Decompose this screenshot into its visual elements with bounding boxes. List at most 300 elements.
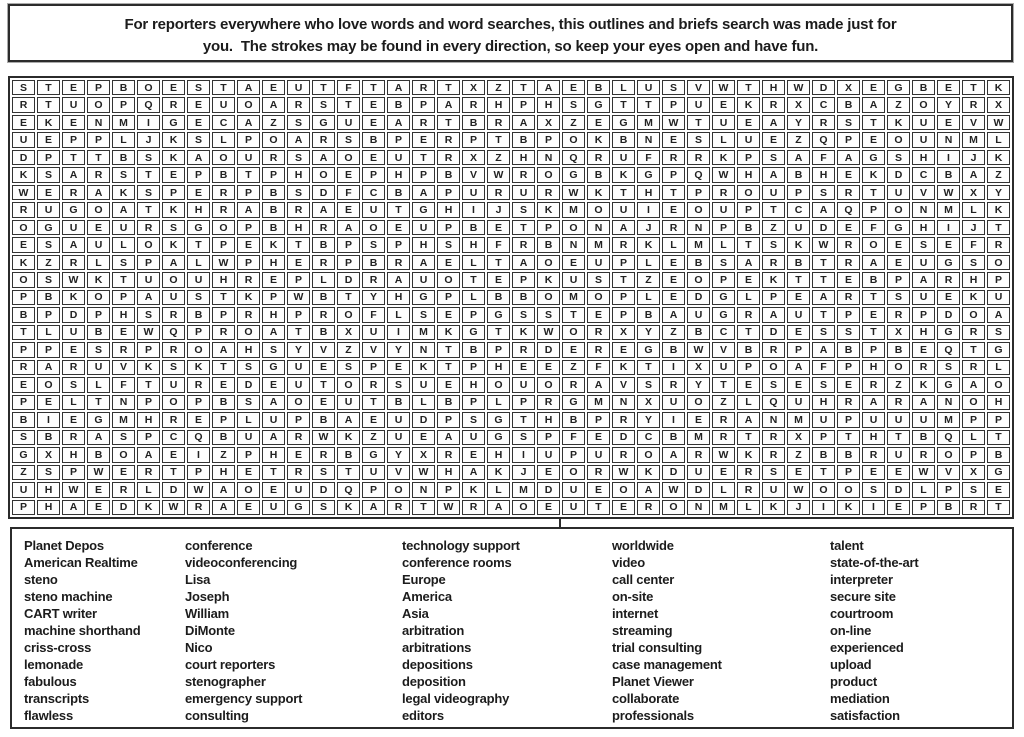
grid-cell: T <box>412 500 435 515</box>
grid-cell: Q <box>137 97 160 112</box>
grid-cell: U <box>287 482 310 497</box>
grid-cell: S <box>812 185 835 200</box>
grid-cell: E <box>662 272 685 287</box>
word-list-item: conference rooms <box>402 555 512 570</box>
grid-cell: O <box>962 307 985 322</box>
grid-cell: E <box>862 307 885 322</box>
grid-cell: T <box>512 412 535 427</box>
grid-cell: R <box>112 342 135 357</box>
grid-cell: Z <box>787 132 810 147</box>
grid-cell: L <box>737 290 760 305</box>
grid-cell: B <box>537 237 560 252</box>
grid-cell: L <box>87 255 110 270</box>
grid-cell: H <box>537 412 560 427</box>
grid-cell: G <box>887 80 910 95</box>
grid-cell: O <box>687 395 710 410</box>
grid-cell: S <box>587 272 610 287</box>
grid-cell: R <box>562 377 585 392</box>
grid-cell: M <box>712 500 735 515</box>
grid-cell: P <box>387 132 410 147</box>
grid-cell: E <box>562 80 585 95</box>
grid-cell: U <box>287 360 310 375</box>
grid-cell: R <box>287 430 310 445</box>
grid-cell: A <box>212 342 235 357</box>
grid-cell: O <box>337 307 360 322</box>
grid-cell: R <box>987 237 1010 252</box>
grid-cell: P <box>587 412 610 427</box>
grid-cell: E <box>162 167 185 182</box>
grid-cell: B <box>512 290 535 305</box>
grid-cell: B <box>937 500 960 515</box>
grid-cell: B <box>387 395 410 410</box>
grid-cell: L <box>712 237 735 252</box>
grid-cell: S <box>287 150 310 165</box>
grid-cell: T <box>237 167 260 182</box>
grid-cell: B <box>837 97 860 112</box>
grid-cell: P <box>887 272 910 287</box>
grid-cell: P <box>837 465 860 480</box>
grid-cell: O <box>887 202 910 217</box>
grid-cell: E <box>937 237 960 252</box>
grid-cell: P <box>812 430 835 445</box>
grid-cell: E <box>862 465 885 480</box>
grid-cell: A <box>62 237 85 252</box>
grid-cell: P <box>462 132 485 147</box>
grid-cell: R <box>362 272 385 287</box>
grid-cell: I <box>187 447 210 462</box>
grid-cell: P <box>262 290 285 305</box>
grid-cell: R <box>162 342 185 357</box>
word-list-item: streaming <box>612 623 673 638</box>
word-list-item: American Realtime <box>24 555 138 570</box>
grid-cell: B <box>387 185 410 200</box>
word-list-item: depositions <box>402 657 473 672</box>
grid-cell: B <box>487 290 510 305</box>
word-list-item: steno machine <box>24 589 113 604</box>
word-list-item: deposition <box>402 674 466 689</box>
grid-cell: H <box>812 167 835 182</box>
grid-cell: U <box>712 360 735 375</box>
grid-cell: S <box>37 272 60 287</box>
grid-cell: K <box>637 465 660 480</box>
grid-cell: B <box>587 80 610 95</box>
grid-cell: Q <box>687 167 710 182</box>
grid-cell: K <box>537 272 560 287</box>
word-list-item: videoconferencing <box>185 555 298 570</box>
grid-cell: D <box>687 482 710 497</box>
grid-cell: P <box>712 272 735 287</box>
grid-cell: S <box>887 150 910 165</box>
grid-cell: L <box>662 237 685 252</box>
grid-cell: S <box>512 307 535 322</box>
grid-cell: R <box>712 185 735 200</box>
grid-cell: F <box>487 237 510 252</box>
grid-cell: H <box>912 150 935 165</box>
grid-cell: E <box>887 237 910 252</box>
grid-cell: R <box>887 395 910 410</box>
grid-cell: B <box>37 430 60 445</box>
grid-cell: S <box>312 465 335 480</box>
grid-cell: K <box>987 150 1010 165</box>
word-list-item: editors <box>402 708 444 723</box>
grid-cell: A <box>512 255 535 270</box>
grid-cell: S <box>937 360 960 375</box>
grid-cell: G <box>562 167 585 182</box>
grid-cell: T <box>737 80 760 95</box>
grid-cell: T <box>562 307 585 322</box>
grid-cell: R <box>312 255 335 270</box>
grid-cell: T <box>737 325 760 340</box>
grid-cell: A <box>237 115 260 130</box>
grid-cell: P <box>737 202 760 217</box>
grid-cell: E <box>62 412 85 427</box>
grid-cell: A <box>387 115 410 130</box>
grid-cell: H <box>462 237 485 252</box>
grid-cell: P <box>937 482 960 497</box>
grid-cell: Z <box>262 115 285 130</box>
grid-cell: H <box>487 360 510 375</box>
grid-cell: Q <box>187 430 210 445</box>
grid-cell: J <box>137 132 160 147</box>
grid-cell: A <box>312 202 335 217</box>
grid-cell: T <box>737 430 760 445</box>
grid-cell: E <box>712 465 735 480</box>
grid-cell: L <box>637 255 660 270</box>
grid-cell: T <box>962 80 985 95</box>
grid-cell: T <box>137 377 160 392</box>
grid-cell: G <box>312 115 335 130</box>
grid-cell: E <box>362 412 385 427</box>
grid-cell: B <box>12 412 35 427</box>
grid-cell: R <box>312 307 335 322</box>
grid-cell: S <box>112 255 135 270</box>
grid-cell: Z <box>487 80 510 95</box>
grid-cell: H <box>212 272 235 287</box>
grid-cell: R <box>862 377 885 392</box>
word-search-grid <box>8 76 1014 519</box>
grid-cell: H <box>387 167 410 182</box>
grid-cell: E <box>112 325 135 340</box>
grid-cell: V <box>712 342 735 357</box>
grid-cell: U <box>912 115 935 130</box>
grid-cell: A <box>762 307 785 322</box>
grid-cell: Y <box>387 447 410 462</box>
grid-cell: H <box>862 430 885 445</box>
grid-cell: P <box>987 412 1010 427</box>
grid-cell: A <box>162 255 185 270</box>
word-list-item: Nico <box>185 640 213 655</box>
grid-cell: P <box>662 97 685 112</box>
grid-cell: O <box>212 220 235 235</box>
grid-cell: P <box>387 237 410 252</box>
grid-cell: U <box>912 290 935 305</box>
grid-cell: O <box>137 237 160 252</box>
grid-cell: L <box>187 255 210 270</box>
grid-cell: A <box>337 220 360 235</box>
grid-cell: A <box>37 360 60 375</box>
grid-cell: K <box>962 290 985 305</box>
grid-cell: H <box>37 500 60 515</box>
grid-cell: E <box>937 290 960 305</box>
grid-cell: J <box>962 220 985 235</box>
grid-cell: E <box>362 97 385 112</box>
grid-cell: B <box>37 290 60 305</box>
grid-cell: L <box>62 395 85 410</box>
grid-cell: S <box>287 185 310 200</box>
grid-cell: S <box>187 80 210 95</box>
grid-cell: E <box>87 482 110 497</box>
grid-cell: R <box>12 360 35 375</box>
word-list-item: arbitrations <box>402 640 472 655</box>
instructions-box <box>8 4 1013 62</box>
grid-cell: K <box>612 360 635 375</box>
grid-cell: U <box>12 482 35 497</box>
grid-cell: L <box>737 395 760 410</box>
grid-cell: R <box>62 185 85 200</box>
grid-cell: S <box>762 150 785 165</box>
grid-cell: P <box>87 132 110 147</box>
grid-cell: Y <box>787 115 810 130</box>
grid-cell: U <box>737 132 760 147</box>
grid-cell: G <box>87 412 110 427</box>
grid-cell: P <box>162 185 185 200</box>
grid-cell: C <box>162 430 185 445</box>
grid-cell: S <box>362 237 385 252</box>
grid-cell: Q <box>812 132 835 147</box>
grid-cell: M <box>937 202 960 217</box>
grid-cell: E <box>987 482 1010 497</box>
grid-cell: R <box>537 395 560 410</box>
grid-cell: S <box>387 377 410 392</box>
grid-cell: E <box>387 360 410 375</box>
grid-cell: I <box>387 325 410 340</box>
grid-cell: M <box>687 237 710 252</box>
grid-cell: W <box>537 325 560 340</box>
grid-cell: U <box>412 272 435 287</box>
word-list-item: mediation <box>830 691 890 706</box>
grid-cell: W <box>612 465 635 480</box>
grid-cell: O <box>737 185 760 200</box>
grid-cell: U <box>887 447 910 462</box>
grid-cell: T <box>212 80 235 95</box>
grid-cell: B <box>437 395 460 410</box>
grid-cell: R <box>712 430 735 445</box>
grid-cell: R <box>112 482 135 497</box>
grid-cell: X <box>462 80 485 95</box>
grid-cell: R <box>287 465 310 480</box>
grid-cell: W <box>712 80 735 95</box>
grid-cell: U <box>262 500 285 515</box>
grid-cell: C <box>712 325 735 340</box>
grid-cell: E <box>512 360 535 375</box>
grid-cell: B <box>262 185 285 200</box>
grid-cell: P <box>87 80 110 95</box>
grid-cell: T <box>337 290 360 305</box>
grid-cell: U <box>762 185 785 200</box>
grid-cell: K <box>987 202 1010 217</box>
grid-cell: G <box>937 255 960 270</box>
grid-cell: U <box>387 430 410 445</box>
grid-cell: N <box>562 237 585 252</box>
grid-cell: P <box>787 185 810 200</box>
grid-cell: R <box>837 395 860 410</box>
grid-cell: E <box>87 220 110 235</box>
grid-cell: W <box>912 465 935 480</box>
grid-cell: E <box>287 255 310 270</box>
grid-cell: T <box>712 377 735 392</box>
grid-cell: H <box>862 360 885 375</box>
grid-cell: L <box>462 290 485 305</box>
grid-cell: O <box>612 482 635 497</box>
grid-cell: O <box>237 482 260 497</box>
grid-cell: U <box>787 220 810 235</box>
grid-cell: B <box>912 430 935 445</box>
grid-cell: O <box>312 167 335 182</box>
grid-cell: I <box>462 202 485 217</box>
grid-cell: K <box>887 115 910 130</box>
word-list-column <box>402 537 612 727</box>
grid-cell: G <box>587 97 610 112</box>
grid-cell: O <box>187 342 210 357</box>
grid-cell: O <box>862 237 885 252</box>
grid-cell: E <box>37 185 60 200</box>
grid-cell: S <box>187 290 210 305</box>
grid-cell: H <box>387 290 410 305</box>
grid-cell: C <box>912 167 935 182</box>
word-list-item: interpreter <box>830 572 893 587</box>
grid-cell: O <box>237 325 260 340</box>
grid-cell: F <box>337 185 360 200</box>
grid-cell: H <box>487 97 510 112</box>
grid-cell: K <box>637 237 660 252</box>
grid-cell: Q <box>562 150 585 165</box>
grid-cell: W <box>287 290 310 305</box>
grid-cell: M <box>787 412 810 427</box>
grid-cell: N <box>112 395 135 410</box>
grid-cell: S <box>987 325 1010 340</box>
grid-cell: E <box>412 430 435 445</box>
word-list-item: trial consulting <box>612 640 702 655</box>
word-list-item: conference <box>185 538 253 553</box>
grid-cell: A <box>112 202 135 217</box>
grid-cell: T <box>112 272 135 287</box>
grid-cell: R <box>237 272 260 287</box>
grid-cell: E <box>912 342 935 357</box>
grid-cell: K <box>612 167 635 182</box>
grid-cell: H <box>737 167 760 182</box>
grid-cell: E <box>162 447 185 462</box>
grid-cell: M <box>937 412 960 427</box>
grid-cell: G <box>187 220 210 235</box>
grid-cell: S <box>912 237 935 252</box>
grid-cell: N <box>687 500 710 515</box>
grid-cell: P <box>912 500 935 515</box>
grid-cell: O <box>537 255 560 270</box>
grid-cell: D <box>937 307 960 322</box>
grid-cell: E <box>612 500 635 515</box>
grid-cell: C <box>812 97 835 112</box>
grid-cell: R <box>437 132 460 147</box>
grid-cell: G <box>162 115 185 130</box>
grid-cell: R <box>187 377 210 392</box>
grid-cell: L <box>987 132 1010 147</box>
grid-cell: A <box>212 482 235 497</box>
grid-cell: J <box>487 202 510 217</box>
grid-cell: P <box>187 167 210 182</box>
grid-cell: N <box>537 150 560 165</box>
grid-cell: F <box>862 220 885 235</box>
grid-cell: F <box>812 150 835 165</box>
word-list-item: internet <box>612 606 659 621</box>
grid-cell: E <box>587 430 610 445</box>
grid-cell: U <box>912 412 935 427</box>
grid-cell: R <box>687 150 710 165</box>
grid-cell: L <box>487 395 510 410</box>
grid-cell: B <box>512 132 535 147</box>
grid-cell: M <box>687 430 710 445</box>
grid-cell: T <box>37 97 60 112</box>
grid-cell: U <box>687 307 710 322</box>
grid-cell: Y <box>387 342 410 357</box>
grid-cell: J <box>512 465 535 480</box>
grid-cell: S <box>537 307 560 322</box>
grid-cell: E <box>62 80 85 95</box>
grid-cell: D <box>337 272 360 287</box>
grid-cell: T <box>812 272 835 287</box>
grid-cell: T <box>212 290 235 305</box>
grid-cell: H <box>412 237 435 252</box>
grid-cell: U <box>87 360 110 375</box>
grid-cell: T <box>987 220 1010 235</box>
grid-cell: U <box>112 220 135 235</box>
grid-cell: L <box>312 272 335 287</box>
grid-cell: U <box>787 395 810 410</box>
grid-cell: R <box>937 272 960 287</box>
grid-cell: S <box>862 482 885 497</box>
grid-cell: O <box>212 150 235 165</box>
grid-cell: E <box>287 447 310 462</box>
grid-cell: S <box>512 430 535 445</box>
word-list-item: fabulous <box>24 674 77 689</box>
grid-cell: R <box>962 360 985 375</box>
grid-cell: A <box>662 447 685 462</box>
grid-cell: H <box>112 307 135 322</box>
grid-cell: T <box>37 80 60 95</box>
grid-cell: A <box>512 115 535 130</box>
grid-cell: H <box>912 325 935 340</box>
grid-cell: R <box>512 237 535 252</box>
grid-cell: P <box>987 272 1010 287</box>
grid-cell: W <box>687 342 710 357</box>
grid-cell: A <box>662 307 685 322</box>
grid-cell: W <box>712 167 735 182</box>
grid-cell: N <box>912 202 935 217</box>
grid-cell: Z <box>362 430 385 445</box>
grid-cell: K <box>587 132 610 147</box>
grid-cell: H <box>987 395 1010 410</box>
grid-cell: T <box>512 220 535 235</box>
grid-cell: K <box>587 185 610 200</box>
grid-cell: G <box>487 307 510 322</box>
grid-cell: A <box>837 150 860 165</box>
grid-cell: E <box>237 500 260 515</box>
grid-cell: U <box>787 307 810 322</box>
grid-cell: G <box>612 115 635 130</box>
grid-cell: O <box>687 202 710 217</box>
grid-cell: U <box>562 482 585 497</box>
grid-cell: P <box>37 150 60 165</box>
grid-cell: B <box>662 342 685 357</box>
